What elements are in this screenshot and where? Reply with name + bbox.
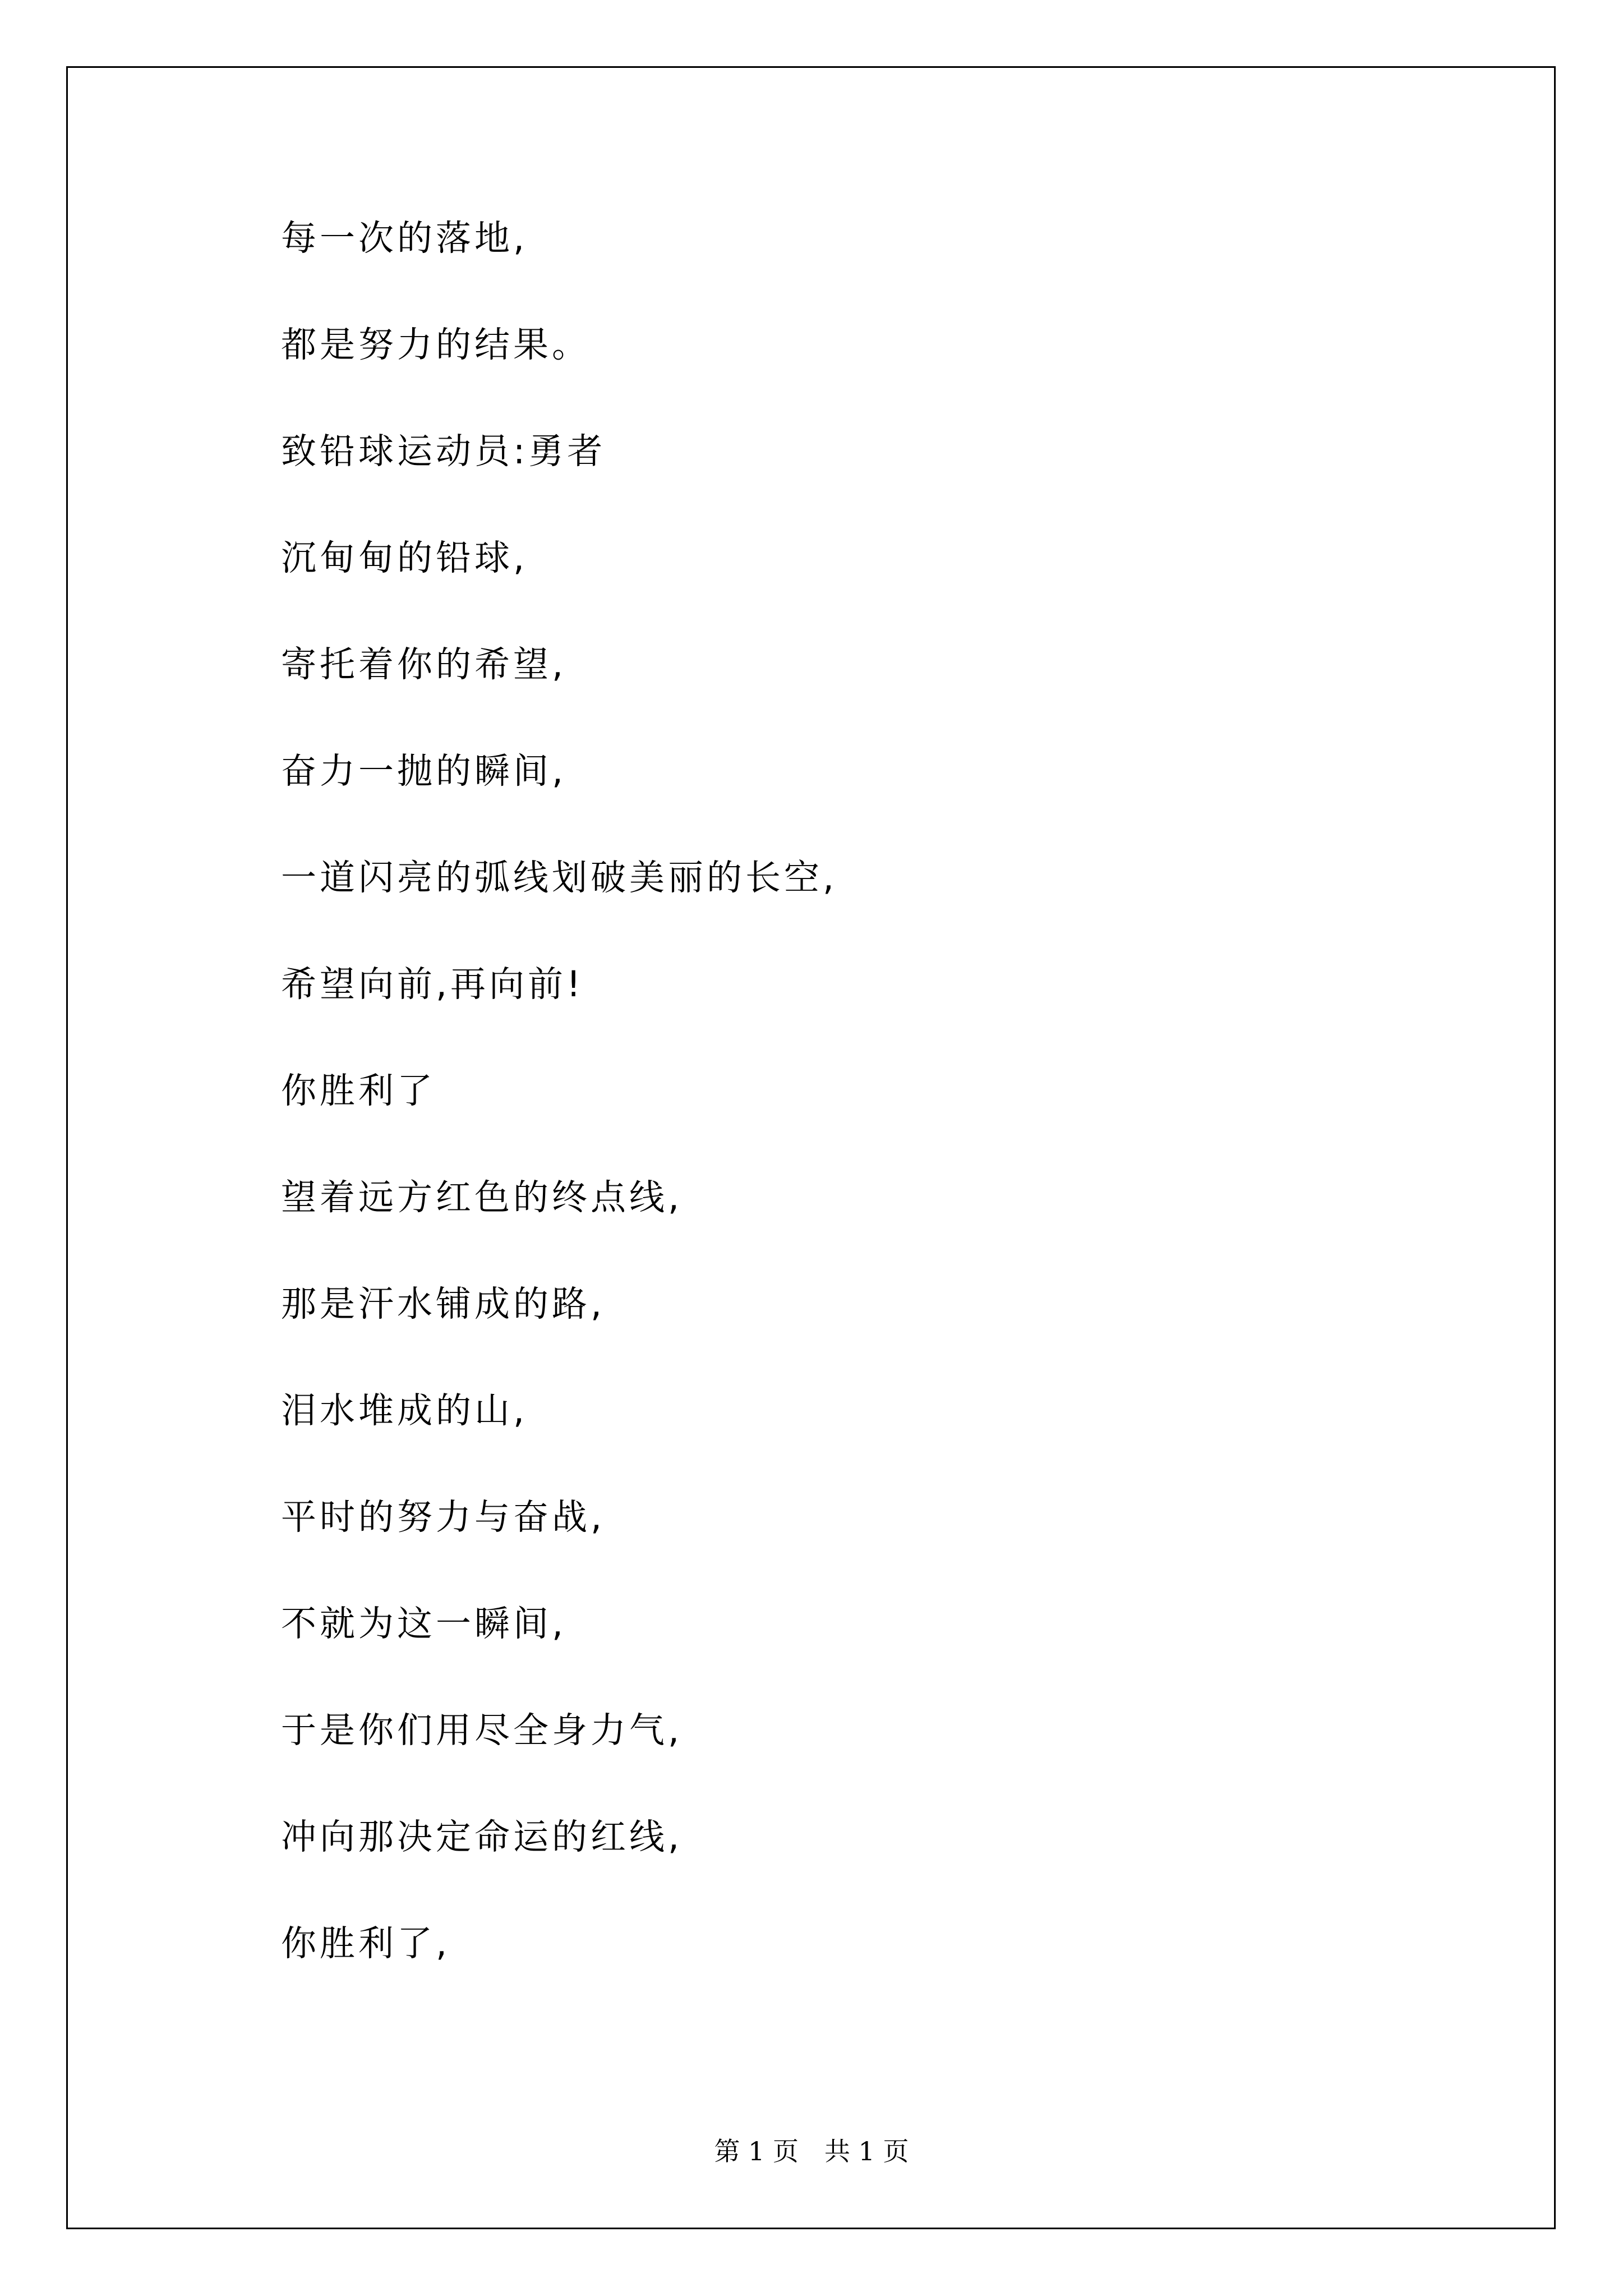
page-number-current: 第 1 页 xyxy=(714,2136,799,2166)
poem-line: 泪水堆成的山, xyxy=(281,1390,528,1431)
poem-line: 一道闪亮的弧线划破美丽的长空, xyxy=(281,857,838,898)
poem-line: 沉甸甸的铅球, xyxy=(281,537,528,578)
poem-line: 每一次的落地, xyxy=(281,218,528,259)
page-number-total: 共 1 页 xyxy=(824,2136,909,2166)
poem-body xyxy=(281,220,1459,2032)
poem-line: 望着远方红色的终点线, xyxy=(281,1177,683,1218)
poem-line: 希望向前,再向前! xyxy=(281,964,584,1005)
poem-line: 平时的努力与奋战, xyxy=(281,1497,606,1538)
poem-line: 你胜利了, xyxy=(281,1923,451,1964)
poem-line: 冲向那决定命运的红线, xyxy=(281,1816,683,1857)
poem-line: 寄托着你的希望, xyxy=(281,644,567,685)
poem-heading: 致铅球运动员:勇者 xyxy=(281,431,606,472)
poem-line: 那是汗水铺成的路, xyxy=(281,1283,606,1324)
poem-line: 于是你们用尽全身力气, xyxy=(281,1710,683,1751)
poem-line: 奋力一抛的瞬间, xyxy=(281,751,567,792)
page-footer xyxy=(0,2138,1623,2164)
poem-line: 你胜利了 xyxy=(281,1070,436,1111)
poem-line: 都是努力的结果。 xyxy=(281,324,591,365)
poem-line: 不就为这一瞬间, xyxy=(281,1603,567,1644)
